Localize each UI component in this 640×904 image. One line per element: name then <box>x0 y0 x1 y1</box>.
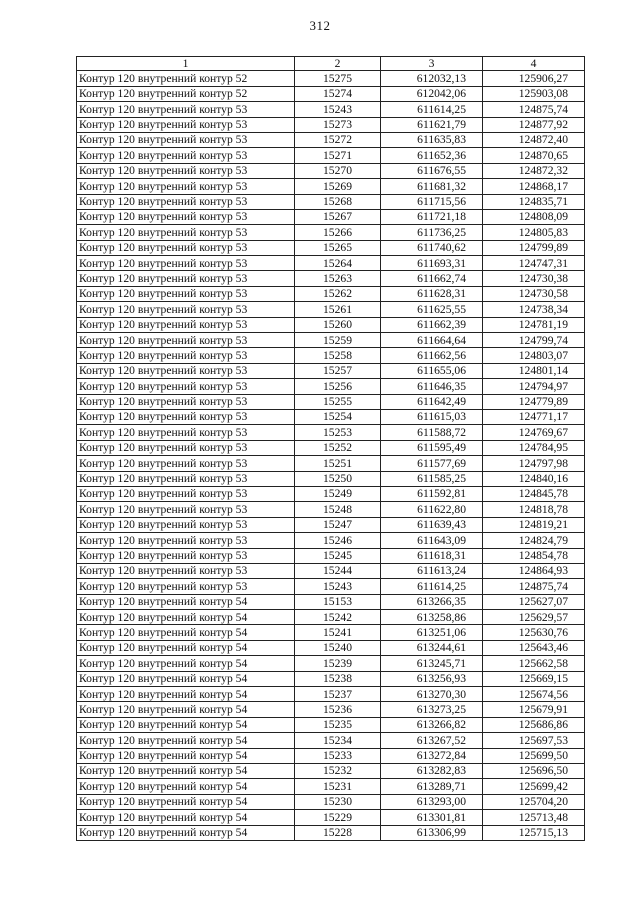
y-coordinate-cell: 124872,40 <box>483 132 585 147</box>
point-number-cell: 15235 <box>295 717 381 732</box>
table-row <box>77 102 585 117</box>
point-number-cell: 15251 <box>295 456 381 471</box>
y-coordinate-cell: 124808,09 <box>483 209 585 224</box>
contour-name-cell: Контур 120 внутренний контур 54 <box>77 671 295 686</box>
table-row <box>77 117 585 132</box>
point-number-cell: 15233 <box>295 748 381 763</box>
y-coordinate-cell: 124771,17 <box>483 410 585 425</box>
point-number-cell: 15241 <box>295 625 381 640</box>
point-number-cell: 15248 <box>295 502 381 517</box>
y-coordinate-cell: 124875,74 <box>483 579 585 594</box>
point-number-cell: 15242 <box>295 610 381 625</box>
contour-name-cell: Контур 120 внутренний контур 54 <box>77 687 295 702</box>
x-coordinate-cell: 613258,86 <box>381 610 483 625</box>
contour-name-cell: Контур 120 внутренний контур 53 <box>77 348 295 363</box>
x-coordinate-cell: 613270,30 <box>381 687 483 702</box>
x-coordinate-cell: 611613,24 <box>381 563 483 578</box>
x-coordinate-cell: 611588,72 <box>381 425 483 440</box>
table-row <box>77 610 585 625</box>
contour-name-cell: Контур 120 внутренний контур 53 <box>77 410 295 425</box>
contour-name-cell: Контур 120 внутренний контур 54 <box>77 748 295 763</box>
table-row <box>77 825 585 840</box>
table-row <box>77 456 585 471</box>
point-number-cell: 15236 <box>295 702 381 717</box>
y-coordinate-cell: 125697,53 <box>483 733 585 748</box>
table-row <box>77 486 585 501</box>
x-coordinate-cell: 613245,71 <box>381 656 483 671</box>
table-row <box>77 71 585 86</box>
y-coordinate-cell: 124730,38 <box>483 271 585 286</box>
y-coordinate-cell: 124797,98 <box>483 456 585 471</box>
column-header-4: 4 <box>483 57 585 71</box>
point-number-cell: 15254 <box>295 410 381 425</box>
x-coordinate-cell: 613266,82 <box>381 717 483 732</box>
y-coordinate-cell: 124794,97 <box>483 379 585 394</box>
point-number-cell: 15265 <box>295 240 381 255</box>
y-coordinate-cell: 124835,71 <box>483 194 585 209</box>
contour-name-cell: Контур 120 внутренний контур 54 <box>77 810 295 825</box>
point-number-cell: 15228 <box>295 825 381 840</box>
table-row <box>77 271 585 286</box>
contour-name-cell: Контур 120 внутренний контур 53 <box>77 502 295 517</box>
y-coordinate-cell: 124845,78 <box>483 486 585 501</box>
point-number-cell: 15240 <box>295 640 381 655</box>
table-row <box>77 748 585 763</box>
point-number-cell: 15246 <box>295 533 381 548</box>
point-number-cell: 15262 <box>295 286 381 301</box>
table-row <box>77 533 585 548</box>
contour-name-cell: Контур 120 внутренний контур 53 <box>77 533 295 548</box>
y-coordinate-cell: 124803,07 <box>483 348 585 363</box>
contour-name-cell: Контур 120 внутренний контур 53 <box>77 317 295 332</box>
x-coordinate-cell: 612042,06 <box>381 86 483 101</box>
y-coordinate-cell: 125699,42 <box>483 779 585 794</box>
x-coordinate-cell: 611585,25 <box>381 471 483 486</box>
contour-name-cell: Контур 120 внутренний контур 53 <box>77 194 295 209</box>
point-number-cell: 15231 <box>295 779 381 794</box>
table-row <box>77 779 585 794</box>
y-coordinate-cell: 125713,48 <box>483 810 585 825</box>
contour-name-cell: Контур 120 внутренний контур 53 <box>77 363 295 378</box>
y-coordinate-cell: 125715,13 <box>483 825 585 840</box>
table-row <box>77 440 585 455</box>
point-number-cell: 15257 <box>295 363 381 378</box>
point-number-cell: 15259 <box>295 333 381 348</box>
y-coordinate-cell: 124779,89 <box>483 394 585 409</box>
contour-name-cell: Контур 120 внутренний контур 53 <box>77 471 295 486</box>
x-coordinate-cell: 611662,74 <box>381 271 483 286</box>
point-number-cell: 15234 <box>295 733 381 748</box>
y-coordinate-cell: 124784,95 <box>483 440 585 455</box>
contour-name-cell: Контур 120 внутренний контур 53 <box>77 579 295 594</box>
table-row <box>77 317 585 332</box>
table-row <box>77 333 585 348</box>
point-number-cell: 15243 <box>295 579 381 594</box>
x-coordinate-cell: 611635,83 <box>381 132 483 147</box>
table-row <box>77 209 585 224</box>
point-number-cell: 15270 <box>295 163 381 178</box>
y-coordinate-cell: 124872,32 <box>483 163 585 178</box>
table-row <box>77 363 585 378</box>
y-coordinate-cell: 124805,83 <box>483 225 585 240</box>
x-coordinate-cell: 611595,49 <box>381 440 483 455</box>
table-row <box>77 148 585 163</box>
x-coordinate-cell: 611681,32 <box>381 179 483 194</box>
point-number-cell: 15267 <box>295 209 381 224</box>
x-coordinate-cell: 612032,13 <box>381 71 483 86</box>
y-coordinate-cell: 125674,56 <box>483 687 585 702</box>
contour-name-cell: Контур 120 внутренний контур 53 <box>77 179 295 194</box>
x-coordinate-cell: 611592,81 <box>381 486 483 501</box>
table-row <box>77 132 585 147</box>
x-coordinate-cell: 611652,36 <box>381 148 483 163</box>
y-coordinate-cell: 124769,67 <box>483 425 585 440</box>
y-coordinate-cell: 124818,78 <box>483 502 585 517</box>
contour-name-cell: Контур 120 внутренний контур 53 <box>77 333 295 348</box>
x-coordinate-cell: 611621,79 <box>381 117 483 132</box>
y-coordinate-cell: 124877,92 <box>483 117 585 132</box>
table-row <box>77 302 585 317</box>
table-row <box>77 194 585 209</box>
y-coordinate-cell: 124864,93 <box>483 563 585 578</box>
y-coordinate-cell: 125627,07 <box>483 594 585 609</box>
contour-name-cell: Контур 120 внутренний контур 54 <box>77 656 295 671</box>
x-coordinate-cell: 611618,31 <box>381 548 483 563</box>
contour-name-cell: Контур 120 внутренний контур 53 <box>77 379 295 394</box>
contour-name-cell: Контур 120 внутренний контур 53 <box>77 394 295 409</box>
contour-name-cell: Контур 120 внутренний контур 53 <box>77 548 295 563</box>
table-row <box>77 733 585 748</box>
x-coordinate-cell: 613267,52 <box>381 733 483 748</box>
table-row <box>77 579 585 594</box>
x-coordinate-cell: 613282,83 <box>381 763 483 778</box>
contour-name-cell: Контур 120 внутренний контур 52 <box>77 71 295 86</box>
point-number-cell: 15239 <box>295 656 381 671</box>
x-coordinate-cell: 611639,43 <box>381 517 483 532</box>
x-coordinate-cell: 611715,56 <box>381 194 483 209</box>
x-coordinate-cell: 611664,64 <box>381 333 483 348</box>
table-row <box>77 717 585 732</box>
point-number-cell: 15247 <box>295 517 381 532</box>
table-row <box>77 687 585 702</box>
contour-name-cell: Контур 120 внутренний контур 54 <box>77 733 295 748</box>
x-coordinate-cell: 613244,61 <box>381 640 483 655</box>
column-header-3: 3 <box>381 57 483 71</box>
x-coordinate-cell: 613266,35 <box>381 594 483 609</box>
point-number-cell: 15232 <box>295 763 381 778</box>
y-coordinate-cell: 125699,50 <box>483 748 585 763</box>
point-number-cell: 15272 <box>295 132 381 147</box>
x-coordinate-cell: 611740,62 <box>381 240 483 255</box>
contour-name-cell: Контур 120 внутренний контур 53 <box>77 209 295 224</box>
point-number-cell: 15230 <box>295 794 381 809</box>
table-row <box>77 563 585 578</box>
table-body <box>77 71 585 841</box>
point-number-cell: 15266 <box>295 225 381 240</box>
point-number-cell: 15245 <box>295 548 381 563</box>
table-row <box>77 594 585 609</box>
x-coordinate-cell: 613293,00 <box>381 794 483 809</box>
y-coordinate-cell: 124799,89 <box>483 240 585 255</box>
contour-name-cell: Контур 120 внутренний контур 53 <box>77 440 295 455</box>
x-coordinate-cell: 613251,06 <box>381 625 483 640</box>
point-number-cell: 15249 <box>295 486 381 501</box>
contour-name-cell: Контур 120 внутренний контур 53 <box>77 163 295 178</box>
contour-name-cell: Контур 120 внутренний контур 54 <box>77 610 295 625</box>
contour-name-cell: Контур 120 внутренний контур 53 <box>77 486 295 501</box>
table-row <box>77 548 585 563</box>
y-coordinate-cell: 124747,31 <box>483 256 585 271</box>
y-coordinate-cell: 124799,74 <box>483 333 585 348</box>
table-row <box>77 410 585 425</box>
contour-name-cell: Контур 120 внутренний контур 54 <box>77 717 295 732</box>
y-coordinate-cell: 125662,58 <box>483 656 585 671</box>
contour-name-cell: Контур 120 внутренний контур 53 <box>77 425 295 440</box>
x-coordinate-cell: 611736,25 <box>381 225 483 240</box>
contour-name-cell: Контур 120 внутренний контур 54 <box>77 702 295 717</box>
y-coordinate-cell: 124875,74 <box>483 102 585 117</box>
x-coordinate-cell: 613256,93 <box>381 671 483 686</box>
table-row <box>77 163 585 178</box>
point-number-cell: 15253 <box>295 425 381 440</box>
point-number-cell: 15237 <box>295 687 381 702</box>
point-number-cell: 15268 <box>295 194 381 209</box>
contour-name-cell: Контур 120 внутренний контур 53 <box>77 102 295 117</box>
table-row <box>77 240 585 255</box>
table-row <box>77 763 585 778</box>
y-coordinate-cell: 124801,14 <box>483 363 585 378</box>
x-coordinate-cell: 611693,31 <box>381 256 483 271</box>
contour-name-cell: Контур 120 внутренний контур 54 <box>77 825 295 840</box>
x-coordinate-cell: 611614,25 <box>381 102 483 117</box>
contour-name-cell: Контур 120 внутренний контур 54 <box>77 794 295 809</box>
contour-name-cell: Контур 120 внутренний контур 53 <box>77 302 295 317</box>
x-coordinate-cell: 611655,06 <box>381 363 483 378</box>
x-coordinate-cell: 613306,99 <box>381 825 483 840</box>
y-coordinate-cell: 124870,65 <box>483 148 585 163</box>
point-number-cell: 15252 <box>295 440 381 455</box>
table-row <box>77 656 585 671</box>
table-row <box>77 179 585 194</box>
x-coordinate-cell: 611662,39 <box>381 317 483 332</box>
table-row <box>77 86 585 101</box>
contour-name-cell: Контур 120 внутренний контур 54 <box>77 763 295 778</box>
y-coordinate-cell: 125629,57 <box>483 610 585 625</box>
y-coordinate-cell: 125669,15 <box>483 671 585 686</box>
table-row <box>77 225 585 240</box>
contour-name-cell: Контур 120 внутренний контур 53 <box>77 225 295 240</box>
y-coordinate-cell: 125679,91 <box>483 702 585 717</box>
point-number-cell: 15275 <box>295 71 381 86</box>
y-coordinate-cell: 124730,58 <box>483 286 585 301</box>
contour-name-cell: Контур 120 внутренний контур 53 <box>77 563 295 578</box>
y-coordinate-cell: 124824,79 <box>483 533 585 548</box>
table-row <box>77 517 585 532</box>
contour-name-cell: Контур 120 внутренний контур 53 <box>77 117 295 132</box>
point-number-cell: 15243 <box>295 102 381 117</box>
x-coordinate-cell: 611622,80 <box>381 502 483 517</box>
contour-name-cell: Контур 120 внутренний контур 53 <box>77 517 295 532</box>
point-number-cell: 15263 <box>295 271 381 286</box>
point-number-cell: 15255 <box>295 394 381 409</box>
y-coordinate-cell: 124781,19 <box>483 317 585 332</box>
x-coordinate-cell: 611721,18 <box>381 209 483 224</box>
contour-name-cell: Контур 120 внутренний контур 53 <box>77 148 295 163</box>
point-number-cell: 15271 <box>295 148 381 163</box>
y-coordinate-cell: 125906,27 <box>483 71 585 86</box>
table-row <box>77 671 585 686</box>
point-number-cell: 15153 <box>295 594 381 609</box>
y-coordinate-cell: 125696,50 <box>483 763 585 778</box>
contour-name-cell: Контур 120 внутренний контур 53 <box>77 256 295 271</box>
table-row <box>77 625 585 640</box>
x-coordinate-cell: 611643,09 <box>381 533 483 548</box>
table-header-row <box>77 57 585 71</box>
point-number-cell: 15264 <box>295 256 381 271</box>
column-header-2: 2 <box>295 57 381 71</box>
x-coordinate-cell: 611646,35 <box>381 379 483 394</box>
x-coordinate-cell: 613289,71 <box>381 779 483 794</box>
coordinates-table <box>76 56 585 841</box>
table-row <box>77 794 585 809</box>
x-coordinate-cell: 611577,69 <box>381 456 483 471</box>
point-number-cell: 15238 <box>295 671 381 686</box>
contour-name-cell: Контур 120 внутренний контур 53 <box>77 286 295 301</box>
point-number-cell: 15244 <box>295 563 381 578</box>
y-coordinate-cell: 124854,78 <box>483 548 585 563</box>
table-row <box>77 348 585 363</box>
point-number-cell: 15250 <box>295 471 381 486</box>
y-coordinate-cell: 125704,20 <box>483 794 585 809</box>
contour-name-cell: Контур 120 внутренний контур 54 <box>77 625 295 640</box>
x-coordinate-cell: 611628,31 <box>381 286 483 301</box>
contour-name-cell: Контур 120 внутренний контур 53 <box>77 240 295 255</box>
contour-name-cell: Контур 120 внутренний контур 53 <box>77 132 295 147</box>
contour-name-cell: Контур 120 внутренний контур 53 <box>77 271 295 286</box>
point-number-cell: 15258 <box>295 348 381 363</box>
point-number-cell: 15229 <box>295 810 381 825</box>
x-coordinate-cell: 611676,55 <box>381 163 483 178</box>
point-number-cell: 15269 <box>295 179 381 194</box>
x-coordinate-cell: 611614,25 <box>381 579 483 594</box>
x-coordinate-cell: 613272,84 <box>381 748 483 763</box>
x-coordinate-cell: 611642,49 <box>381 394 483 409</box>
table-row <box>77 379 585 394</box>
y-coordinate-cell: 124868,17 <box>483 179 585 194</box>
table-row <box>77 640 585 655</box>
y-coordinate-cell: 125643,46 <box>483 640 585 655</box>
column-header-1: 1 <box>77 57 295 71</box>
table-row <box>77 286 585 301</box>
y-coordinate-cell: 124819,21 <box>483 517 585 532</box>
contour-name-cell: Контур 120 внутренний контур 53 <box>77 456 295 471</box>
x-coordinate-cell: 613301,81 <box>381 810 483 825</box>
x-coordinate-cell: 611662,56 <box>381 348 483 363</box>
point-number-cell: 15273 <box>295 117 381 132</box>
table-row <box>77 810 585 825</box>
y-coordinate-cell: 125686,86 <box>483 717 585 732</box>
y-coordinate-cell: 125630,76 <box>483 625 585 640</box>
contour-name-cell: Контур 120 внутренний контур 52 <box>77 86 295 101</box>
page-number: 312 <box>309 18 331 33</box>
table-row <box>77 256 585 271</box>
contour-name-cell: Контур 120 внутренний контур 54 <box>77 779 295 794</box>
contour-name-cell: Контур 120 внутренний контур 54 <box>77 594 295 609</box>
table-row <box>77 425 585 440</box>
table-row <box>77 502 585 517</box>
table-row <box>77 394 585 409</box>
y-coordinate-cell: 124738,34 <box>483 302 585 317</box>
point-number-cell: 15260 <box>295 317 381 332</box>
point-number-cell: 15274 <box>295 86 381 101</box>
point-number-cell: 15256 <box>295 379 381 394</box>
x-coordinate-cell: 611615,03 <box>381 410 483 425</box>
x-coordinate-cell: 611625,55 <box>381 302 483 317</box>
table-row <box>77 471 585 486</box>
y-coordinate-cell: 125903,08 <box>483 86 585 101</box>
y-coordinate-cell: 124840,16 <box>483 471 585 486</box>
contour-name-cell: Контур 120 внутренний контур 54 <box>77 640 295 655</box>
point-number-cell: 15261 <box>295 302 381 317</box>
x-coordinate-cell: 613273,25 <box>381 702 483 717</box>
table-row <box>77 702 585 717</box>
